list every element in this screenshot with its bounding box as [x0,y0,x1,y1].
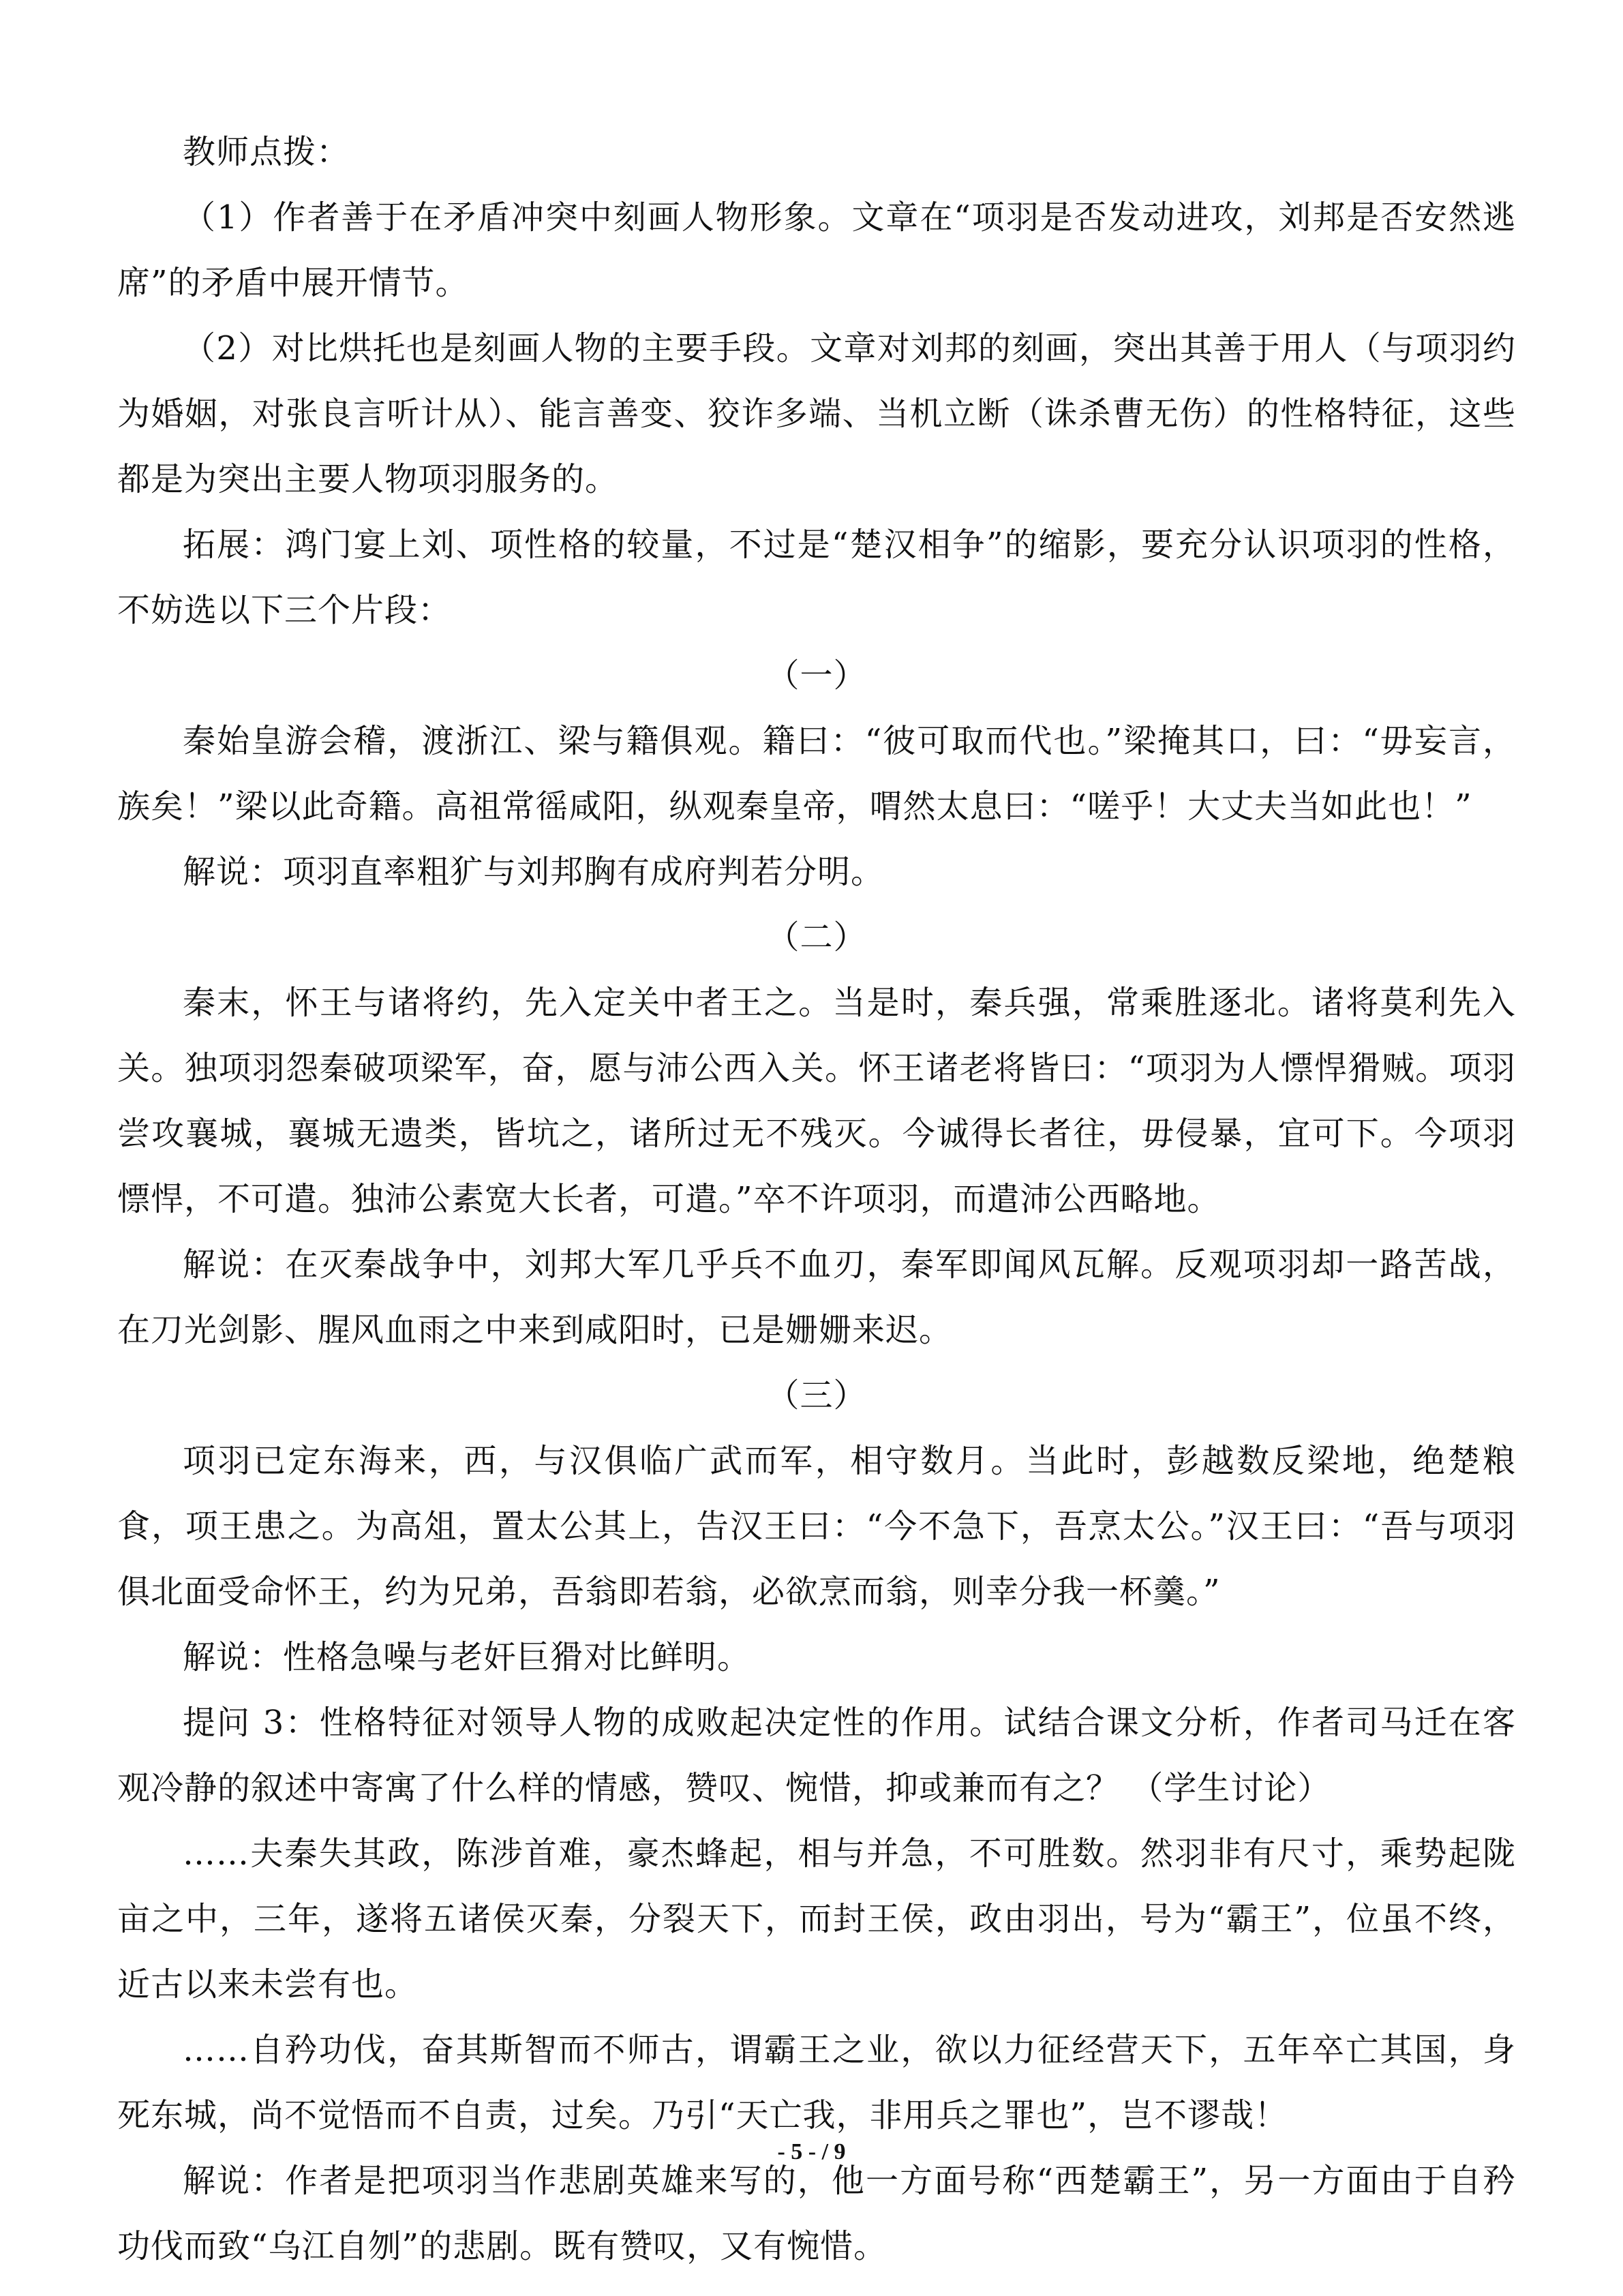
excerpt-3-text: 项羽已定东海来，西，与汉俱临广武而军，相守数月。当此时，彭越数反梁地，绝楚粮食，项王患之。为高俎，置太公其上，告汉王曰：“今不急下，吾烹太公。”汉王曰：“吾与项羽俱北面受命怀王，约为兄弟，吾翁即若翁，必欲烹而翁，则幸分我一杯羹。” [117,1442,1516,1611]
final-commentary: 解说：作者是把项羽当作悲剧英雄来写的，他一方面号称“西楚霸王”，另一方面由于自矜功伐而致“乌江自刎”的悲剧。既有赞叹，又有惋惜。 [117,2162,1516,2265]
question-3: 提问 3：性格特征对领导人物的成败起决定性的作用。试结合课文分析，作者司马迁在客观冷静的叙述中寄寓了什么样的情感，赞叹、惋惜，抑或兼而有之？ （学生讨论） [117,1704,1516,1807]
document-body [117,119,1516,2279]
quotation-2: ……自矜功伐，奋其斯智而不师古，谓霸王之业，欲以力征经营天下，五年卒亡其国，身死东城，尚不觉悟而不自责，过矣。乃引“天亡我，非用兵之罪也”，岂不谬哉！ [117,2031,1516,2134]
excerpt-1-commentary: 解说：项羽直率粗犷与刘邦胸有成府判若分明。 [183,853,885,891]
page-number: - 5 - / 9 [777,2139,846,2164]
excerpt-2-text: 秦末，怀王与诸将约，先入定关中者王之。当是时，秦兵强，常乘胜逐北。诸将莫利先入关。独项羽怨秦破项梁军，奋，愿与沛公西入关。怀王诸老将皆曰：“项羽为人慓悍猾贼。项羽尝攻襄城，襄城无遗类，皆坑之，诸所过无不残灭。今诚得长者往，毋侵暴，宜可下。今项羽慓悍，不可遣。独沛公素宽大长者，可遣。”卒不许项羽，而遣沛公西略地。 [117,984,1516,1218]
excerpt-3-commentary: 解说：性格急噪与老奸巨猾对比鲜明。 [183,1638,751,1676]
guidance-point-2: （2）对比烘托也是刻画人物的主要手段。文章对刘邦的刻画，突出其善于用人（与项羽约为婚姻，对张良言听计从）、能言善变、狡诈多端、当机立断（诛杀曹无伤）的性格特征，这些都是为突出主要人物项羽服务的。 [117,329,1516,498]
excerpt-2-commentary: 解说：在灭秦战争中，刘邦大军几乎兵不血刃，秦军即闻风瓦解。反观项羽却一路苦战，在刀光剑影、腥风血雨之中来到咸阳时，已是姗姗来迟。 [117,1245,1516,1349]
teacher-guidance-heading: 教师点拨： [183,133,350,171]
excerpt-2-heading: （二） [766,918,867,956]
extension-intro: 拓展：鸿门宴上刘、项性格的较量，不过是“楚汉相争”的缩影，要充分认识项羽的性格，不妨选以下三个片段： [117,526,1516,629]
guidance-point-1: （1）作者善于在矛盾冲突中刻画人物形象。文章在“项羽是否发动进攻，刘邦是否安然逃席”的矛盾中展开情节。 [117,198,1516,302]
excerpt-1-heading: （一） [766,656,867,695]
excerpt-1-text: 秦始皇游会稽，渡浙江、梁与籍俱观。籍曰：“彼可取而代也。”梁掩其口，曰：“毋妄言，族矣！”梁以此奇籍。高祖常徭咸阳，纵观秦皇帝，喟然太息曰：“嗟乎！大丈夫当如此也！” [117,722,1516,826]
quotation-1: ……夫秦失其政，陈涉首难，豪杰蜂起，相与并急，不可胜数。然羽非有尺寸，乘势起陇亩之中，三年，遂将五诸侯灭秦，分裂天下，而封王侯，政由羽出，号为“霸王”，位虽不终，近古以来未尝有也。 [117,1834,1516,2004]
excerpt-3-heading: （三） [766,1376,867,1415]
